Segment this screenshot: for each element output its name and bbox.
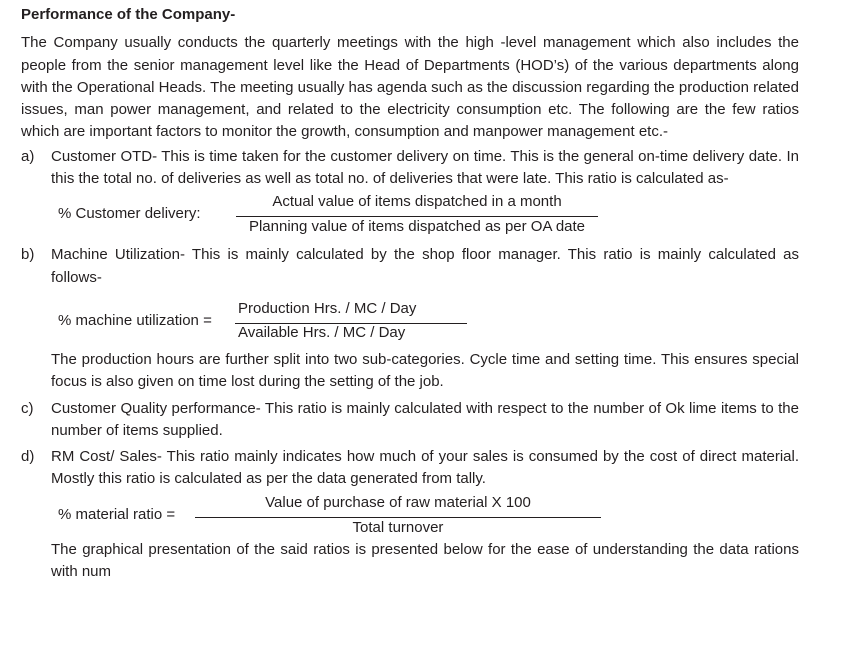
formula-denominator: Total turnover [352, 518, 444, 536]
formula-machine-utilization [21, 289, 799, 349]
formula-numerator: Production Hrs. / MC / Day [238, 299, 417, 317]
formula-numerator: Actual value of items dispatched in a month [272, 193, 562, 211]
list-item-text: Customer OTD- This is time taken for the customer delivery on time. This is the general on-time delivery date. In this the total no. of deliveries as well as total no. of deliveries that were late. This ratio is calculated as- [51, 147, 799, 188]
formula-label: % machine utilization = [58, 311, 212, 329]
list-marker: a) [21, 147, 35, 165]
formula-material-ratio [21, 491, 799, 539]
list-item-machine-utilization [21, 244, 799, 289]
list-marker: b) [21, 246, 35, 264]
machine-utilization-note: The production hours are further split into two sub-categories. Cycle time and setting time. This ensures special focus is also given on time lost during the setting of the job. [51, 350, 799, 391]
formula-label: % material ratio = [58, 505, 176, 523]
list-marker: c) [21, 399, 34, 417]
list-item-customer-quality [21, 398, 799, 443]
formula-label: % Customer delivery: [58, 205, 201, 223]
formula-denominator: Available Hrs. / MC / Day [238, 323, 406, 341]
intro-paragraph: The Company usually conducts the quarterly meetings with the high -level management which also includes the people from the senior management level like the Head of Departments (HOD’s) of the various departments along with the Operational Heads. The meeting usually has agenda such as the discussion regarding the production related issues, man power management, and related to the electricity consumption etc. The following are the few ratios which are important factors to monitor the growth, consumption and manpower management etc.- [21, 34, 799, 141]
list-item-rm-cost-sales [21, 446, 799, 491]
formula-denominator: Planning value of items dispatched as per OA date [248, 218, 586, 236]
document-page [21, 4, 799, 583]
list-item-customer-otd [21, 146, 799, 191]
section-heading: Performance of the Company- [21, 6, 236, 23]
list-marker: d) [21, 448, 35, 466]
list-item-text: Machine Utilization- This is mainly calculated by the shop floor manager. This ratio is mainly calculated as follows- [51, 246, 799, 286]
formula-customer-delivery [21, 190, 799, 242]
graphical-presentation-note: The graphical presentation of the said ratios is presented below for the ease of understanding the data rations with num [51, 540, 799, 581]
list-item-text: RM Cost/ Sales- This ratio mainly indicates how much of your sales is consumed by the cost of direct material. Mostly this ratio is calculated as per the data generated from tally. [51, 448, 799, 488]
list-item-text: Customer Quality performance- This ratio is mainly calculated with respect to the number of Ok lime items to the number of items supplied. [51, 399, 799, 439]
formula-numerator: Value of purchase of raw material X 100 [265, 493, 531, 511]
